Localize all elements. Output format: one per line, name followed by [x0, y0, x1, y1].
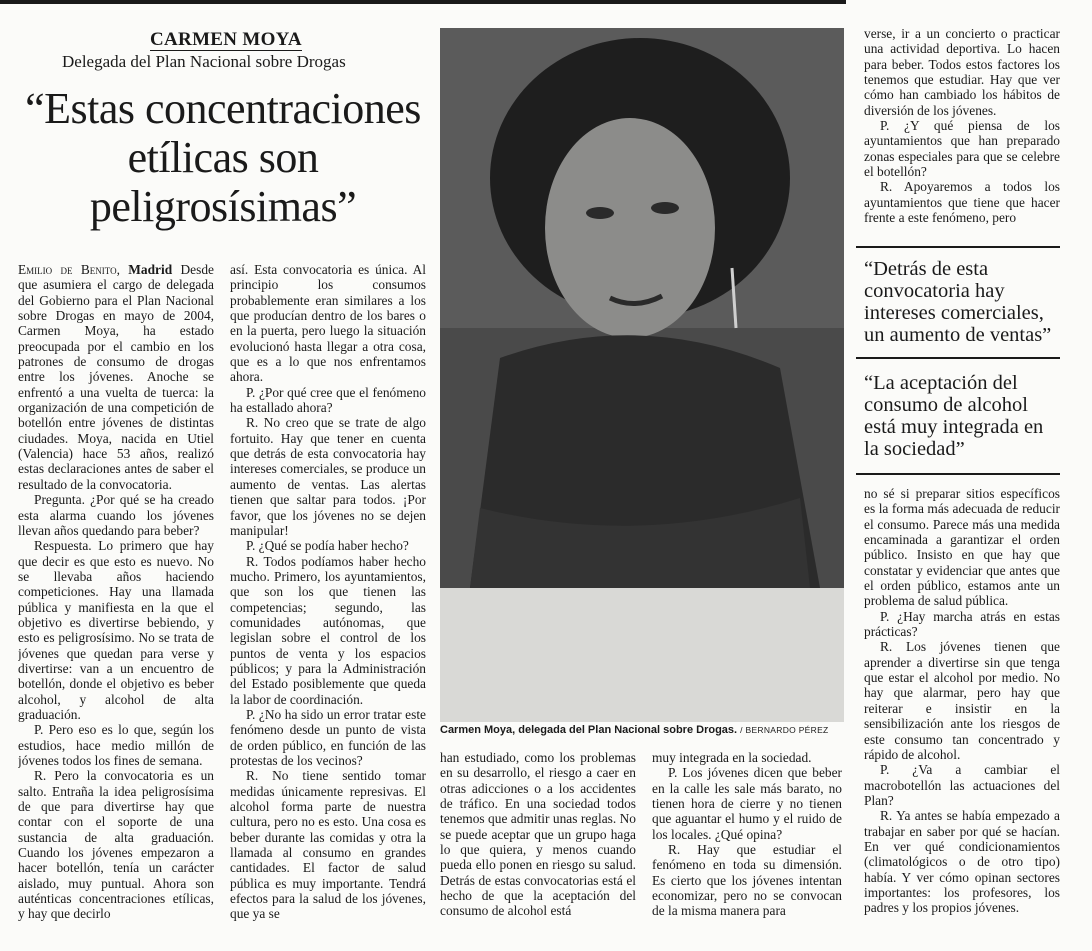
paragraph: P. ¿Va a cambiar el macrobotellón las actuaciones del Plan?: [864, 762, 1060, 808]
paragraph: P. Pero eso es lo que, según los estudios, hace medio millón de jóvenes todos los fines de semana.: [18, 722, 214, 768]
paragraph: R. Pero la convocatoria es un salto. Entraña la idea peligrosísima de que para divertirse hay que contar con el soporte de una sustancia de alta graduación. Cuando los jóvenes empezaron a hacer botellón, tenía un carácter aislado, muy puntual. Ahora son auténticas concentraciones etílicas, y hay que decirlo: [18, 768, 214, 922]
paragraph: R. No creo que se trate de algo fortuito. Hay que tener en cuenta que detrás de esta convocatoria hay intereses comerciales, se produce un aumento de ventas. Las alertas tienen que saltar para todos. ¡Por favor, que los jóvenes no se dejen manipular!: [230, 415, 426, 538]
paragraph: P. Los jóvenes dicen que beber en la calle les sale más barato, no tienen hora de cierre y no tienen que aguantar el humo y el ruido de los locales. ¿Qué opina?: [652, 765, 842, 842]
caption-text: Carmen Moya, delegada del Plan Nacional sobre Drogas.: [440, 724, 738, 736]
byline-author: Emilio de Benito,: [18, 262, 120, 277]
top-rule: [0, 0, 846, 4]
paragraph: P. ¿Por qué cree que el fenómeno ha estallado ahora?: [230, 384, 426, 416]
paragraph: verse, ir a un concierto o practicar una actividad deportiva. Lo hacen para beber. Todos estos factores los tenemos que estudiar. Hay que ver cómo han cambiado los hábitos de diversión de los jóvenes.: [864, 26, 1060, 118]
pull-quote-rule: [856, 473, 1060, 475]
paragraph: R. Los jóvenes tienen que aprender a divertirse sin que tenga que estar el alcohol por medio. No hay que alarmar, pero hay que reiterar e insistir en la sensibilización ante los riesgos de este consumo tan concentrado y rápido de alcohol.: [864, 639, 1060, 762]
article-column-2: [230, 262, 426, 942]
paragraph: han estudiado, como los problemas en su desarrollo, el riesgo a caer en otras adicciones o a los accidentes de tráfico. En una sociedad todos tenemos que admitir unas reglas. No se puede aceptar que un grupo haga lo que quiera, y menos cuando pueda ello ponen en riesgo su salud. Detrás de estas convocatorias está el hecho de que la aceptación del consumo de alcohol está: [440, 750, 636, 919]
paragraph: Respuesta. Lo primero que hay que decir es que esto es nuevo. No se llevaba años haciendo competiciones. Hay una llamada pública y manifiesta en la que el objetivo es divertirse bebiendo, y esto es peligrosísimo. No se trata de jóvenes que quedan para verse y divertirse: van a un encuentro de botellón, donde el objetivo es beber alcohol, y alcohol de alta graduación.: [18, 538, 214, 722]
paragraph: muy integrada en la sociedad.: [652, 750, 812, 765]
paragraph: Pregunta. ¿Por qué se ha creado esta alarma cuando los jóvenes llevan años quedando para beber?: [18, 492, 214, 538]
pull-quote-2: “La aceptación del consumo de alcohol está muy integrada en la sociedad”: [864, 372, 1044, 460]
paragraph: R. Ya antes se había empezado a trabajar en saber por qué se hacían. En ver qué condicionamientos (climatológicos o de otro tipo) había. Y ver cómo opinan sectores importantes: los profesores, los padres y los propios jóvenes.: [864, 808, 1060, 916]
byline-paragraph: [18, 262, 214, 492]
byline-city: Madrid: [128, 262, 173, 277]
pull-quote-rule: [856, 246, 1060, 248]
portrait-illustration: [440, 28, 844, 722]
article-column-5-top: [864, 26, 1060, 234]
paragraph: P. ¿No ha sido un error tratar este fenómeno desde un punto de vista de orden público, en función de las protestas de los vecinos?: [230, 706, 426, 768]
paragraph: no sé si preparar sitios específicos es la forma más adecuada de reducir el consumo. Parece más una medida encaminada a garantizar el orden público. Insisto en que hay que constatar y evidenciar que antes que el orden público, estamos ante un problema de salud pública.: [864, 486, 1060, 609]
paragraph: R. Hay que estudiar el fenómeno en toda su dimensión. Es cierto que los jóvenes intentan economizar, pero no se convocan de la misma manera para: [652, 842, 842, 919]
paragraph: P. ¿Hay marcha atrás en estas prácticas?: [864, 608, 1060, 640]
portrait-photo: [440, 28, 844, 722]
interviewee-name: CARMEN MOYA: [150, 29, 302, 50]
photo-credit: / BERNARDO PÉREZ: [740, 725, 829, 735]
paragraph: R. Todos podíamos haber hecho mucho. Primero, los ayuntamientos, que son los que tienen las competencias; segundo, las comunidades autónomas, que legislan sobre el control de los puntos de venta y los espacios públicos; y para la Administración del Estado posiblemente que queda la labor de coordinación.: [230, 553, 426, 707]
paragraph: R. Apoyaremos a todos los ayuntamientos que tiene que hacer frente a este fenómeno, pero: [864, 179, 1060, 226]
article-column-1: [18, 262, 214, 942]
paragraph: R. No tiene sentido tomar medidas únicamente represivas. El alcohol forma parte de nuestra cultura, pero no es esto. Una cosa es beber durante las comidas y otra la llamada al consumo en grandes cantidades. El factor de salud pública es muy importante. Tendrá efectos para la salud de los jóvenes, que ya se: [230, 768, 426, 922]
paragraph: Desde que asumiera el cargo de delegada del Gobierno para el Plan Nacional sobre Drogas en mayo de 2004, Carmen Moya, ha estado preocupada por el cambio en los patrones de consumo de drogas entre los jóvenes. Anoche se enfrentó a una vuelta de tuerca: la organización de una competición de botellón entre jóvenes de distintas ciudades. Moya, nacida en Utiel (Valencia) hace 53 años, realizó estas declaraciones antes de saber el resultado de la convocatoria.: [18, 262, 214, 492]
photo-caption: [440, 724, 860, 736]
article-column-5-bottom: [864, 486, 1060, 944]
headline: “Estas concentraciones etílicas son peligrosísimas”: [25, 84, 421, 231]
paragraph: así. Esta convocatoria es única. Al principio los consumos probablemente eran similares a los que producían dentro de los bares o en la puerta, pero luego la situación evolucionó hasta llegar a otra cosa, que es a lo que nos enfrentamos ahora.: [230, 262, 426, 385]
pull-quote-rule: [856, 357, 1060, 359]
article-column-4: [652, 750, 842, 945]
paragraph: P. ¿Y qué piensa de los ayuntamientos que han preparado zonas especiales para que se celebre el botellón?: [864, 118, 1060, 180]
interviewee-role: Delegada del Plan Nacional sobre Drogas: [62, 52, 346, 71]
paragraph: P. ¿Qué se podía haber hecho?: [246, 538, 409, 554]
pull-quote-1: “Detrás de esta convocatoria hay intereses comerciales, un aumento de ventas”: [864, 258, 1052, 346]
article-column-3: [440, 750, 636, 945]
